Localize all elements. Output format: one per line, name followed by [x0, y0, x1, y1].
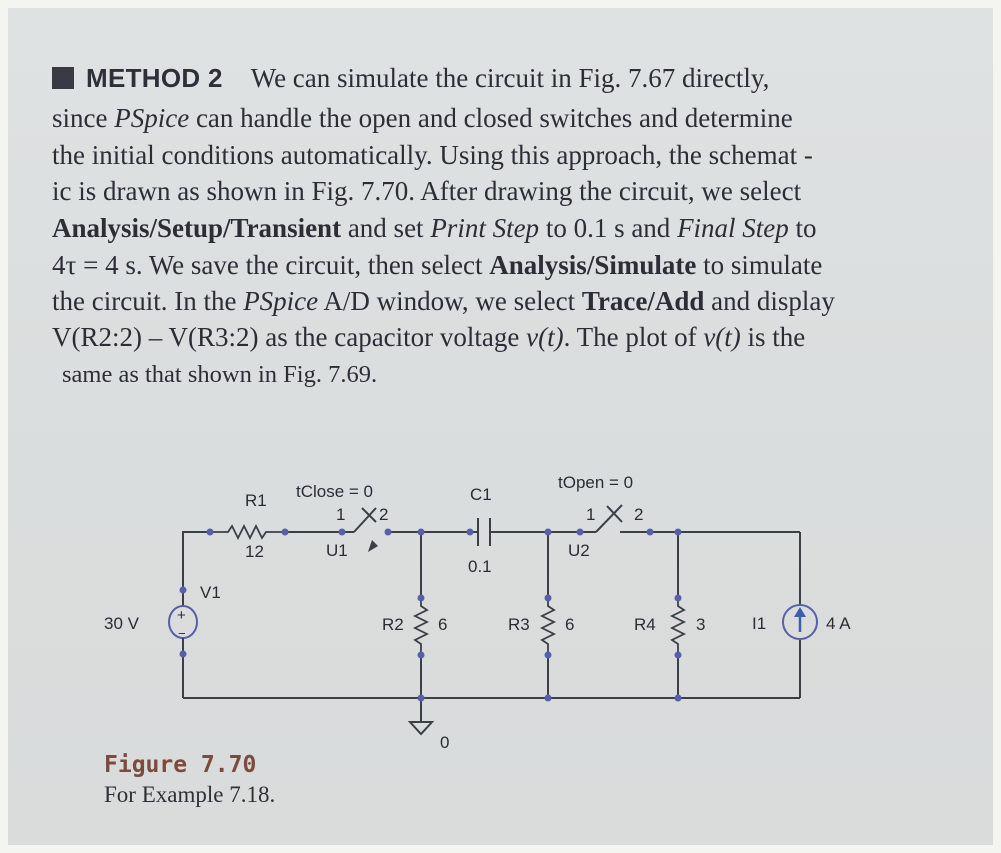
figure-title: Figure 7.70: [104, 752, 257, 778]
i1-value: 4 A: [826, 614, 851, 633]
r2-name: R2: [382, 615, 404, 634]
v1-minus: −: [178, 626, 186, 641]
wire-left-top: [183, 532, 210, 590]
line-8: V(R2:2) – V(R3:2) as the capacitor voltage v(t). The plot of v(t) is the: [52, 322, 806, 352]
u2-label: tOpen = 0: [558, 473, 634, 492]
line-9: same as that shown in Fig. 7.69.: [62, 361, 378, 388]
v1-plus: +: [177, 607, 186, 624]
ground-symbol: [410, 698, 449, 752]
voltage-source-v1: [104, 583, 221, 654]
figure-caption: For Example 7.18.: [104, 782, 276, 807]
line-2: since PSpice can handle the open and closed switches and determine: [52, 103, 793, 133]
line-4: ic is drawn as shown in Fig. 7.70. After drawing the circuit, we select: [52, 176, 802, 206]
line-5: Analysis/Setup/Transient and set Print Step to 0.1 s and Final Step to: [52, 213, 817, 243]
r1-name: R1: [245, 491, 267, 510]
r4-name: R4: [634, 615, 656, 634]
u2-name: U2: [568, 541, 590, 560]
resistor-r3: [508, 598, 574, 655]
i1-name: I1: [752, 614, 767, 633]
switch-u2: [558, 473, 643, 560]
r3-value: 6: [565, 615, 575, 634]
switch-u1: [296, 482, 388, 560]
resistor-r4: [634, 598, 705, 655]
u2-pin2: 2: [634, 505, 644, 524]
r1-value: 12: [245, 542, 264, 561]
current-source-i1: [752, 605, 851, 639]
r2-value: 6: [438, 615, 448, 634]
arrow-up-icon: [794, 607, 806, 617]
line-7: the circuit. In the PSpice A/D window, we select Trace/Add and display: [52, 286, 835, 316]
u1-pin1: 1: [336, 505, 346, 524]
method-label: METHOD 2: [86, 63, 223, 93]
line-1: METHOD 2 We can simulate the circuit in Fig. 7.67 directly,: [52, 62, 769, 94]
u1-name: U1: [326, 541, 348, 560]
line-3: the initial conditions automatically. Using this approach, the schemat -: [52, 140, 813, 170]
u1-label: tClose = 0: [296, 482, 374, 501]
ground-label: 0: [440, 733, 450, 752]
r4-value: 3: [696, 615, 706, 634]
r3-name: R3: [508, 615, 530, 634]
v1-name: V1: [200, 583, 221, 602]
v1-value: 30 V: [104, 614, 139, 633]
u1-pin2: 2: [379, 505, 389, 524]
line-6: 4τ = 4 s. We save the circuit, then select Analysis/Simulate to simulate: [52, 250, 823, 280]
c1-name: C1: [470, 485, 492, 504]
c1-value: 0.1: [468, 557, 492, 576]
u2-pin1: 1: [586, 505, 596, 524]
resistor-r1: [210, 491, 285, 561]
resistor-r2: [382, 598, 447, 655]
